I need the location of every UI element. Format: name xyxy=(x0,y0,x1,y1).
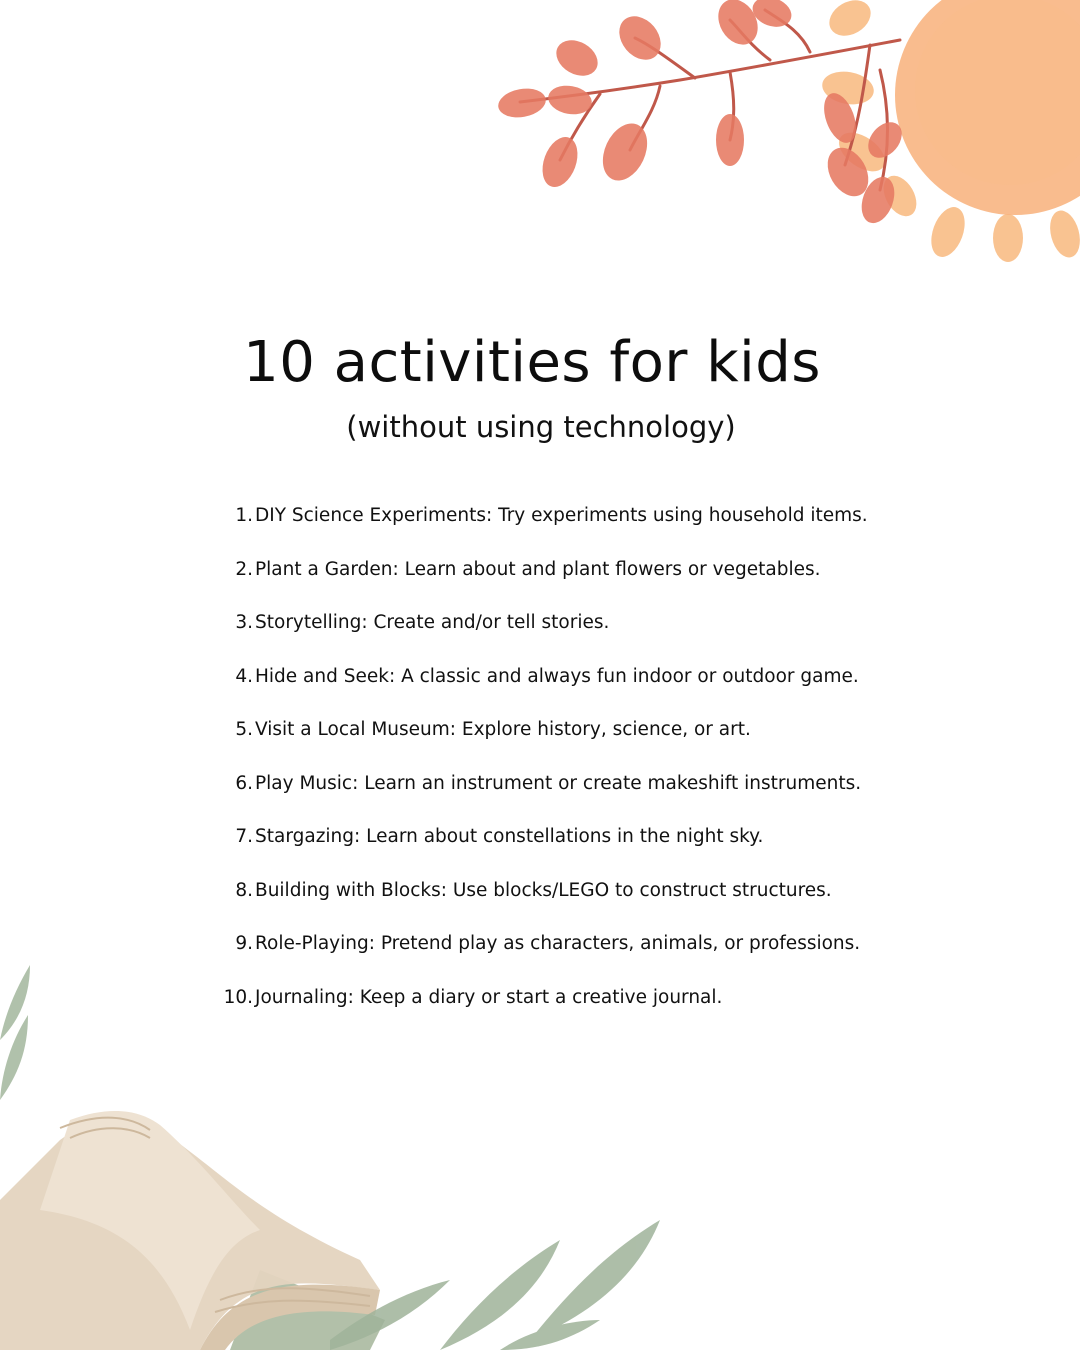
list-item-number: 4. xyxy=(235,665,253,687)
list-item-text: Plant a Garden: Learn about and plant flowers or vegetables. xyxy=(255,558,821,580)
list-item-number: 5. xyxy=(235,719,253,740)
list-item-number: 3. xyxy=(235,612,253,633)
list-item xyxy=(220,773,920,827)
list-item-text: Building with Blocks: Use blocks/LEGO to construct structures. xyxy=(255,879,832,901)
list-item-text: Role-Playing: Pretend play as characters, animals, or professions. xyxy=(255,933,861,954)
list-item-number: 7. xyxy=(235,826,253,847)
list-item xyxy=(220,505,920,559)
list-item-text: Journaling: Keep a diary or start a creative journal. xyxy=(255,986,723,1008)
sun-branch-illustration xyxy=(480,0,1080,280)
list-item-text: Stargazing: Learn about constellations in the night sky. xyxy=(255,826,764,847)
list-item xyxy=(220,880,920,934)
list-item xyxy=(220,612,920,666)
activity-list xyxy=(220,505,920,1040)
list-item-number: 2. xyxy=(235,558,253,580)
list-item xyxy=(220,987,920,1041)
list-item xyxy=(220,826,920,880)
green-leaves-illustration xyxy=(330,1210,670,1350)
list-item xyxy=(220,933,920,987)
list-item-number: 8. xyxy=(235,879,253,901)
list-item-text: DIY Science Experiments: Try experiments using household items. xyxy=(255,505,868,526)
list-item-number: 6. xyxy=(235,772,253,794)
page-title: 10 activities for kids xyxy=(243,330,821,395)
list-item-number: 1. xyxy=(235,505,253,526)
green-leaves-illustration xyxy=(0,960,80,1120)
list-item xyxy=(220,719,920,773)
list-item-text: Visit a Local Museum: Explore history, science, or art. xyxy=(255,719,751,740)
list-item-number: 10. xyxy=(223,986,253,1008)
list-item-text: Play Music: Learn an instrument or create makeshift instruments. xyxy=(255,772,862,794)
list-item xyxy=(220,559,920,613)
list-item-text: Storytelling: Create and/or tell stories. xyxy=(255,612,610,633)
list-item-number: 9. xyxy=(235,933,253,954)
page-subtitle: (without using technology) xyxy=(346,410,736,444)
list-item xyxy=(220,666,920,720)
list-item-text: Hide and Seek: A classic and always fun indoor or outdoor game. xyxy=(255,665,859,687)
